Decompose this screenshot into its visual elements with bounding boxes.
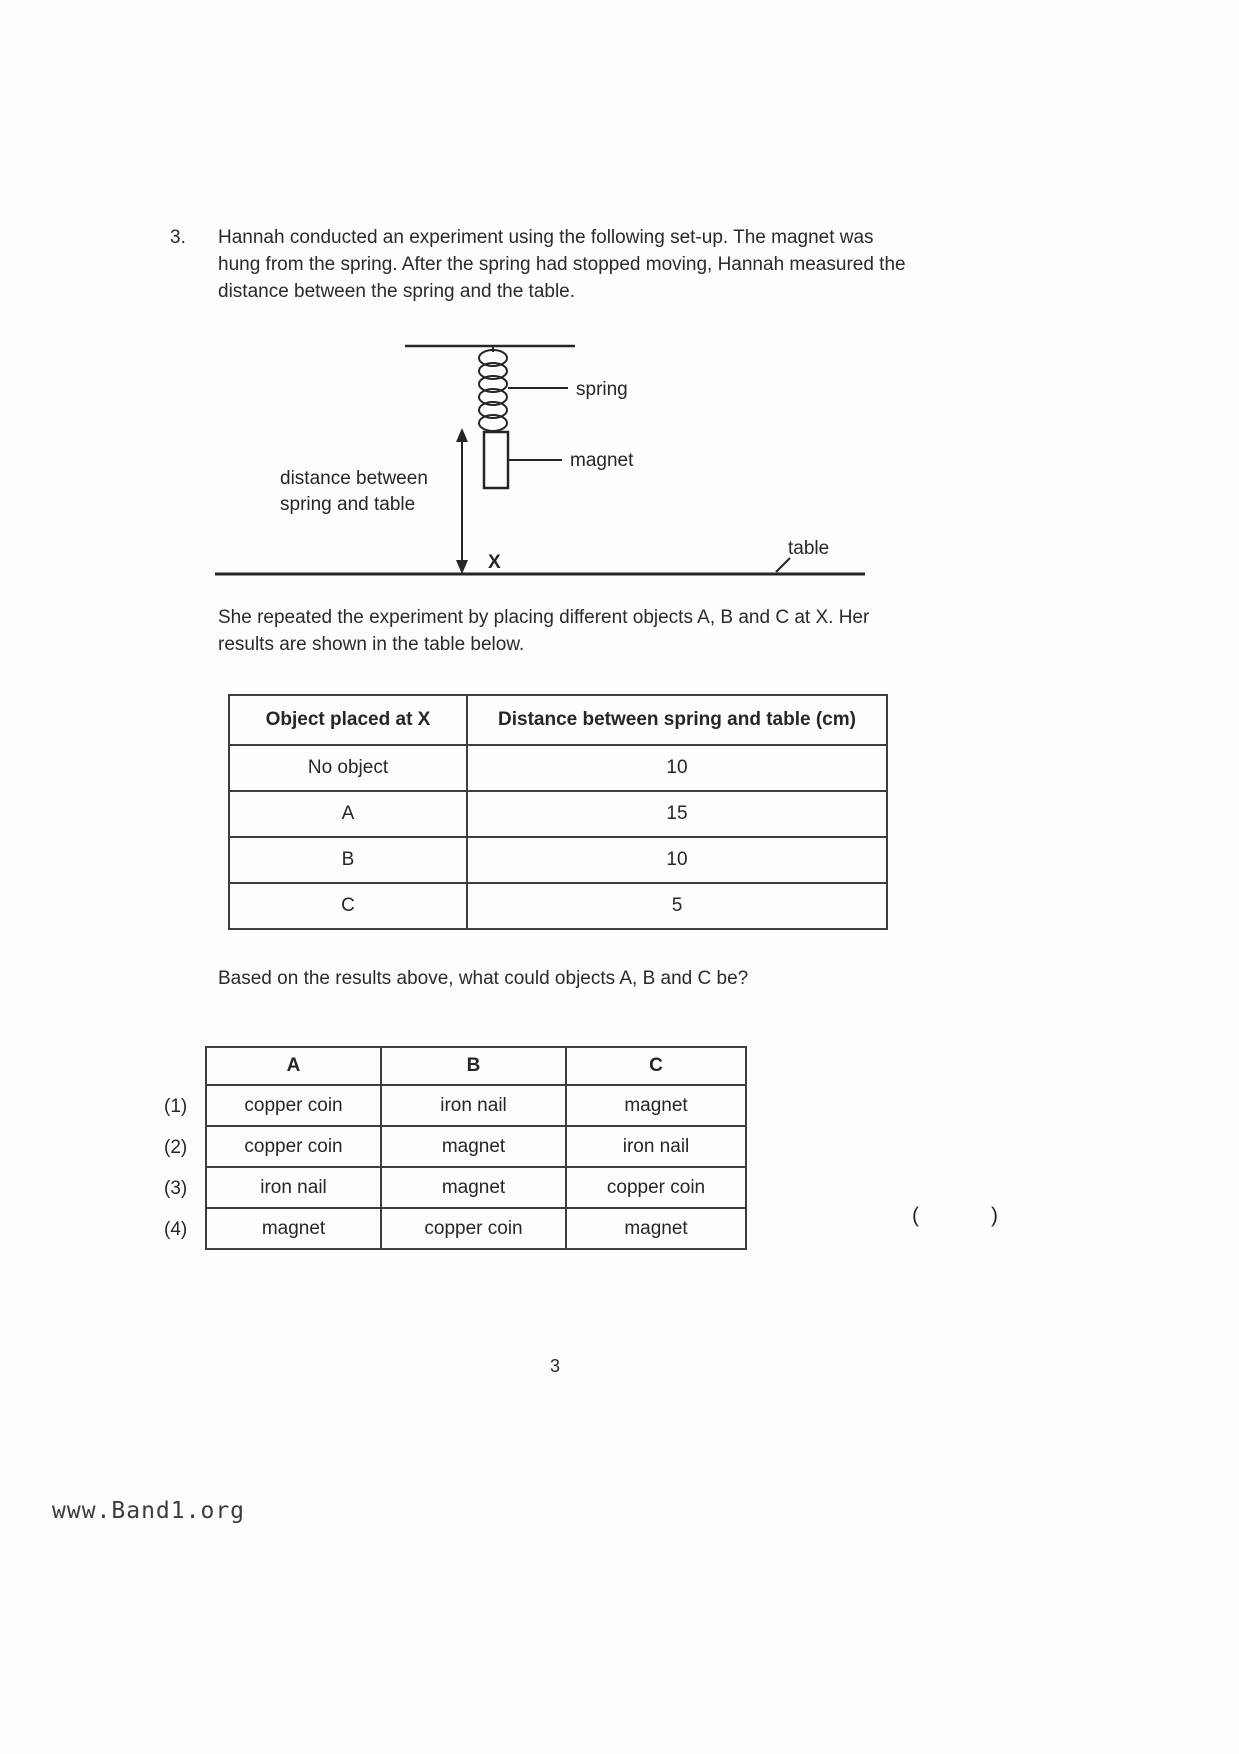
results-header-row — [229, 695, 887, 745]
results-header-object: Object placed at X — [229, 695, 467, 745]
results-cell-object: A — [229, 791, 467, 837]
magnet-shape — [484, 432, 508, 488]
distance-label-line1: distance between — [280, 468, 428, 489]
option-row-label: (4) — [164, 1218, 188, 1240]
options-header-c: C — [566, 1047, 746, 1085]
option-cell: copper coin — [566, 1167, 746, 1208]
option-cell: iron nail — [206, 1167, 381, 1208]
question-block — [170, 224, 910, 305]
options-header-a: A — [206, 1047, 381, 1085]
option-cell: copper coin — [206, 1085, 381, 1126]
setup-diagram — [210, 332, 890, 590]
results-cell-distance: 10 — [467, 745, 887, 791]
results-header-distance: Distance between spring and table (cm) — [467, 695, 887, 745]
watermark: www.Band1.org — [52, 1498, 246, 1524]
option-cell: iron nail — [381, 1085, 566, 1126]
table-row — [206, 1085, 746, 1126]
results-cell-distance: 10 — [467, 837, 887, 883]
table-row — [206, 1126, 746, 1167]
table-row — [206, 1208, 746, 1249]
page-number: 3 — [550, 1356, 561, 1376]
answer-brackets — [912, 1204, 998, 1228]
option-row-label: (2) — [164, 1136, 188, 1158]
question-number: 3. — [170, 227, 186, 248]
option-labels — [164, 1046, 204, 1250]
option-row-label: (3) — [164, 1177, 188, 1199]
distance-label-line2: spring and table — [280, 494, 416, 515]
results-cell-distance: 5 — [467, 883, 887, 929]
magnet-label: magnet — [570, 450, 634, 471]
followup-text: She repeated the experiment by placing different objects A, B and C at X. Her results are shown in the table below. — [218, 607, 870, 655]
option-row-label: (1) — [164, 1095, 188, 1117]
option-cell: magnet — [566, 1085, 746, 1126]
table-pointer-line — [776, 558, 790, 572]
results-cell-distance: 15 — [467, 791, 887, 837]
results-cell-object: B — [229, 837, 467, 883]
table-label: table — [788, 538, 830, 559]
distance-arrow — [456, 428, 468, 574]
options-table — [205, 1046, 747, 1250]
mcq-prompt: Based on the results above, what could objects A, B and C be? — [218, 968, 749, 989]
option-cell: magnet — [566, 1208, 746, 1249]
x-marker: X — [488, 552, 501, 573]
option-cell: copper coin — [206, 1126, 381, 1167]
table-row — [229, 745, 887, 791]
spring-label: spring — [576, 379, 628, 400]
answer-bracket-open: ( — [912, 1204, 919, 1227]
table-row — [229, 883, 887, 929]
option-cell: iron nail — [566, 1126, 746, 1167]
option-cell: magnet — [206, 1208, 381, 1249]
answer-bracket-close: ) — [991, 1204, 998, 1227]
option-cell: magnet — [381, 1126, 566, 1167]
option-cell: magnet — [381, 1167, 566, 1208]
table-row — [229, 791, 887, 837]
table-row — [229, 837, 887, 883]
question-text: Hannah conducted an experiment using the following set-up. The magnet was hung from the spring. After the spring had stopped moving, Hannah measured the distance between the spring and the table. — [218, 227, 906, 302]
option-cell: copper coin — [381, 1208, 566, 1249]
results-cell-object: C — [229, 883, 467, 929]
table-row — [206, 1167, 746, 1208]
spring-coil — [479, 346, 507, 431]
results-cell-object: No object — [229, 745, 467, 791]
results-table — [228, 694, 888, 930]
options-header-row — [206, 1047, 746, 1085]
options-header-b: B — [381, 1047, 566, 1085]
